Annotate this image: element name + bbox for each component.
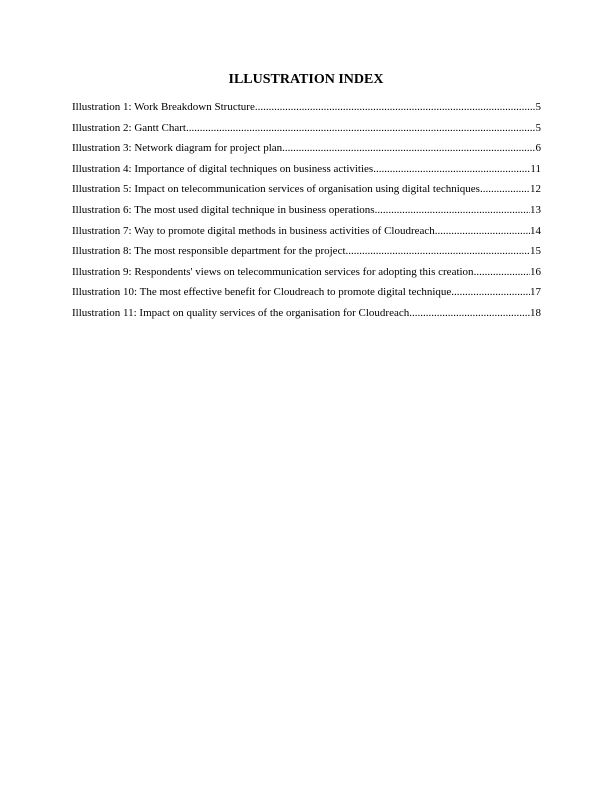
toc-entry-page: 11 (530, 162, 541, 175)
toc-entry-label: Illustration 5: Impact on telecommunication services of organisation using digital techniques (72, 183, 480, 196)
toc-entry-label: Illustration 3: Network diagram for project plan (72, 142, 283, 155)
toc-entry-label: Illustration 9: Respondents' views on telecommunication services for adopting this creation (72, 265, 474, 278)
dot-leader (282, 142, 535, 155)
toc-entry (72, 286, 541, 307)
dot-leader (480, 183, 530, 196)
toc-entry-page: 16 (530, 265, 541, 278)
toc-entry-label: Illustration 8: The most responsible department for the project (72, 245, 346, 258)
toc-entry-label: Illustration 11: Impact on quality services of the organisation for Cloudreach (72, 306, 410, 319)
dot-leader (373, 163, 530, 176)
toc-entry (72, 204, 541, 225)
toc-entry-label: Illustration 6: The most used digital technique in business operations (72, 203, 375, 216)
page-title: ILLUSTRATION INDEX (228, 72, 384, 87)
toc-entry (72, 122, 541, 143)
toc-entry (72, 183, 541, 204)
toc-entry (72, 101, 541, 122)
toc-entry (72, 163, 541, 184)
toc-entry (72, 266, 541, 287)
dot-leader (255, 101, 536, 114)
toc-entry (72, 245, 541, 266)
dot-leader (435, 225, 530, 238)
toc-entry-page: 12 (530, 183, 541, 196)
toc-entry-page: 15 (530, 245, 541, 258)
toc-entry-page: 17 (530, 286, 541, 299)
dot-leader (474, 266, 530, 279)
toc-entry-page: 5 (535, 121, 541, 134)
toc-entry (72, 307, 541, 328)
toc-entry-label: Illustration 2: Gantt Chart (72, 121, 186, 134)
dot-leader (409, 307, 530, 320)
dot-leader (451, 286, 530, 299)
toc-entry-page: 6 (535, 142, 541, 155)
toc-entry-page: 5 (535, 101, 541, 113)
toc-entry-label: Illustration 1: Work Breakdown Structure (72, 101, 255, 113)
illustration-index-list (72, 101, 541, 328)
dot-leader (186, 122, 536, 135)
toc-entry-page: 14 (530, 224, 541, 237)
toc-entry-label: Illustration 10: The most effective benefit for Cloudreach to promote digital technique (72, 286, 452, 299)
dot-leader (375, 204, 530, 217)
toc-entry-label: Illustration 4: Importance of digital techniques on business activities (72, 162, 374, 175)
toc-entry (72, 225, 541, 246)
toc-entry-page: 13 (530, 203, 541, 216)
toc-entry-page: 18 (530, 306, 541, 319)
dot-leader (346, 245, 530, 258)
toc-entry-label: Illustration 7: Way to promote digital methods in business activities of Cloudreach (72, 224, 435, 237)
toc-entry (72, 142, 541, 163)
